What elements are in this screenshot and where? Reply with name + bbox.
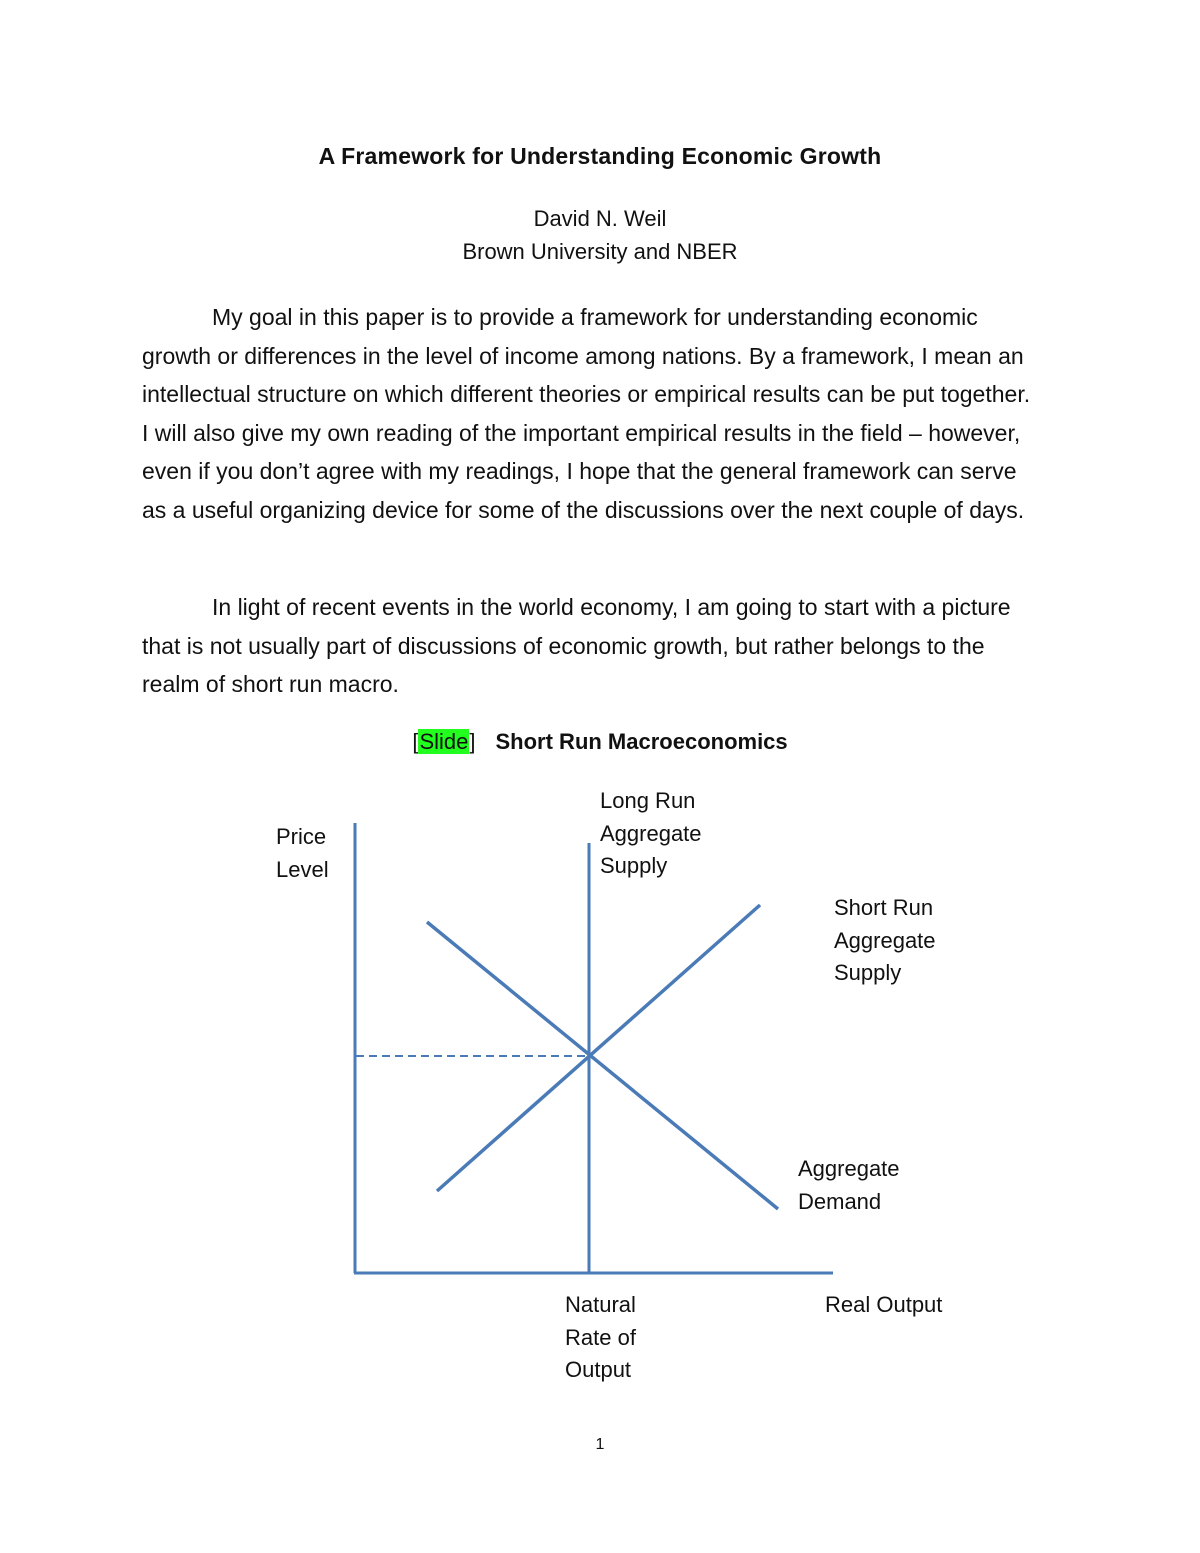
paper-title: A Framework for Understanding Economic Growth bbox=[318, 143, 882, 169]
author-block bbox=[0, 202, 1200, 268]
body-paragraph-2 bbox=[142, 588, 1042, 704]
slide-heading bbox=[0, 729, 1200, 755]
sras-label: Short Run Aggregate Supply bbox=[834, 895, 936, 985]
paragraph-1-text: My goal in this paper is to provide a framework for understanding economic growth or differences in the level of income among nations. By a framework, I mean an intellectual structure on which different theories or empirical results can be put together. I will also give my own reading of the important empirical results in the field – however, even if you don’t agree with my readings, I hope that the general framework can serve as a useful organizing device for some of the discussions over the next couple of days. bbox=[142, 304, 1031, 523]
author-name: David N. Weil bbox=[533, 206, 667, 231]
paragraph-2-text: In light of recent events in the world economy, I am going to start with a picture that is not usually part of discussions of economic growth, but rather belongs to the realm of short run macro. bbox=[142, 594, 1011, 698]
short-run-aggregate-supply-line bbox=[437, 905, 760, 1191]
author-affiliation: Brown University and NBER bbox=[462, 239, 738, 264]
aggregate-demand-line bbox=[427, 922, 778, 1209]
body-paragraph-1 bbox=[142, 298, 1042, 530]
slide-title: Short Run Macroeconomics bbox=[495, 729, 788, 754]
slide-bracket-close: ] bbox=[469, 729, 476, 754]
ad-label: Aggregate Demand bbox=[798, 1156, 900, 1214]
natural-rate-label: Natural Rate of Output bbox=[565, 1292, 636, 1382]
slide-tag-highlight: Slide bbox=[419, 729, 469, 754]
page-number: 1 bbox=[595, 1436, 605, 1453]
x-axis-label: Real Output bbox=[825, 1292, 943, 1317]
slide-bracket-open: [ bbox=[412, 729, 419, 754]
lras-label: Long Run Aggregate Supply bbox=[600, 788, 702, 878]
y-axis-label: Price Level bbox=[276, 824, 329, 882]
